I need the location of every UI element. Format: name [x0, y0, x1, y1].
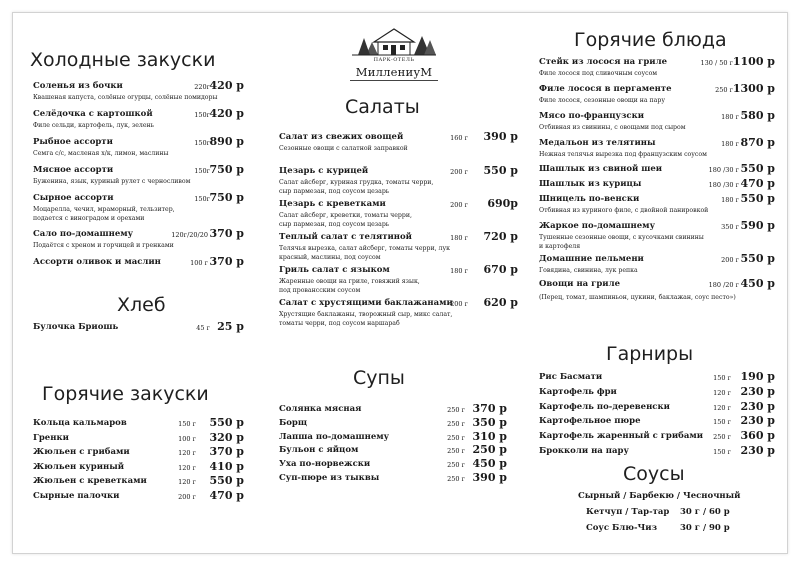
- item-price: 550 р: [740, 252, 775, 265]
- sauces-list: [576, 491, 766, 539]
- menu-item: [539, 253, 775, 278]
- bread-title: Хлеб: [117, 294, 166, 316]
- menu-item: [539, 83, 775, 110]
- item-name: Борщ: [279, 417, 308, 428]
- item-price: 370 р: [209, 227, 244, 240]
- item-weight: 180 /30 г: [708, 166, 739, 174]
- logo-name: МиллениуМ: [355, 65, 433, 79]
- item-price: 370 р: [472, 402, 507, 415]
- item-price: 550 р: [740, 162, 775, 175]
- bread-list: [33, 321, 244, 335]
- item-price: 350 р: [472, 415, 507, 429]
- item-weight: 150г: [194, 167, 210, 175]
- item-name: Суп-пюре из тыквы: [279, 472, 380, 483]
- menu-item: [33, 192, 244, 228]
- item-name: Медальон из телятины: [539, 138, 656, 148]
- menu-item: [279, 431, 507, 445]
- item-price: 590 р: [740, 219, 775, 232]
- item-name: Шашлык из курицы: [539, 179, 642, 189]
- item-name: Овощи на гриле: [539, 279, 620, 289]
- logo-underline: [350, 80, 438, 81]
- item-price: 750 р: [209, 191, 244, 204]
- item-description: Салат айсберг, креветки, томаты черри,: [279, 212, 412, 219]
- item-weight: 180 /30 г: [708, 181, 739, 189]
- menu-item: [33, 136, 244, 164]
- item-name: Теплый салат с телятиной: [279, 232, 412, 242]
- item-description: Подаётся с хреном и горчицей и гренками: [33, 242, 174, 249]
- item-price: 450 р: [740, 277, 775, 290]
- item-name: Домашние пельмени: [539, 254, 644, 264]
- menu-item: [279, 458, 507, 472]
- item-price: 370 р: [209, 255, 244, 268]
- item-price: 890 р: [209, 135, 244, 148]
- item-name: Уха по-норвежски: [279, 459, 371, 470]
- item-weight: 150 г: [178, 420, 196, 428]
- menu-item: [539, 401, 775, 416]
- item-name: Кольца кальмаров: [33, 418, 127, 428]
- item-price: 250 р: [472, 443, 507, 457]
- item-weight: 150г: [194, 139, 210, 147]
- item-price: 360 р: [740, 429, 775, 443]
- menu-item: [279, 131, 518, 165]
- item-weight: 250 г: [713, 433, 731, 442]
- item-weight: 200 г: [450, 168, 468, 176]
- item-description: Буженина, язык, куриный рулет с черносливом: [33, 178, 191, 185]
- hot-dishes-title: Горячие блюда: [574, 29, 727, 51]
- menu-item: [539, 386, 775, 401]
- item-weight: 200 г: [450, 300, 468, 308]
- item-description: Филе сельди, картофель, лук, зелень: [33, 122, 155, 129]
- item-price: 550 р: [483, 164, 518, 177]
- item-price: 450 р: [472, 457, 507, 471]
- menu-item: [279, 165, 518, 198]
- item-name: Гренки: [33, 432, 69, 443]
- menu-item: [33, 490, 244, 505]
- item-price: 1100 р: [732, 55, 775, 68]
- item-price: 690р: [487, 197, 518, 210]
- menu-item: [539, 415, 775, 430]
- item-price: 1300 р: [732, 82, 775, 95]
- item-name: Ассорти оливок и маслин: [33, 257, 161, 267]
- item-price: 190 р: [740, 370, 775, 383]
- item-price: 230 р: [740, 414, 775, 428]
- item-name: Мясо по-французски: [539, 111, 645, 121]
- item-weight: 120 г: [178, 463, 196, 472]
- menu-item: [539, 110, 775, 137]
- item-price: 370 р: [209, 445, 244, 458]
- item-name: Гриль салат с языком: [279, 265, 390, 275]
- item-price: 870 р: [740, 136, 775, 149]
- item-price: 310 р: [472, 429, 507, 443]
- item-weight: 250 г: [715, 86, 733, 94]
- menu-item: [539, 193, 775, 220]
- item-weight: 250 г: [447, 433, 465, 442]
- menu-item: [33, 228, 244, 256]
- item-price: 390 р: [472, 470, 507, 484]
- menu-item: [539, 178, 775, 193]
- item-weight: 100 г: [178, 434, 196, 443]
- item-name: Сырные палочки: [33, 490, 120, 501]
- item-weight: 350 г: [721, 223, 739, 231]
- menu-item: [539, 278, 775, 305]
- item-name: Булочка Бриошь: [33, 322, 119, 332]
- menu-item: [33, 417, 244, 432]
- menu-item: [279, 231, 518, 264]
- sauce-item: [576, 523, 766, 539]
- soups-title: Супы: [353, 367, 405, 389]
- item-weight: 250 г: [447, 419, 465, 428]
- menu-item: [279, 444, 507, 458]
- item-name: Картофель по-деревенски: [539, 401, 670, 412]
- salads-title: Салаты: [345, 96, 420, 118]
- item-description: красный, маслины, под соусом: [279, 253, 381, 261]
- menu-item: [279, 264, 518, 297]
- item-price: 550 р: [740, 192, 775, 205]
- menu-item: [33, 446, 244, 461]
- item-name: Шницель по-венски: [539, 194, 640, 204]
- item-name: Брокколи на пару: [539, 445, 629, 456]
- sauce-text: Кетчуп / Тар-тар: [586, 507, 670, 517]
- menu-item: [33, 475, 244, 490]
- item-name: Филе лосося в пергаменте: [539, 84, 672, 94]
- item-weight: 120 г: [713, 388, 731, 397]
- menu-item: [279, 472, 507, 486]
- menu-item: [33, 108, 244, 136]
- item-price: 580 р: [740, 109, 775, 122]
- item-name: Салат с хрустящими баклажанами: [279, 298, 453, 308]
- garnishes-list: [539, 371, 775, 460]
- item-price: 420 р: [209, 107, 244, 120]
- cold-starters-title: Холодные закуски: [30, 49, 216, 71]
- menu-item: [539, 163, 775, 178]
- item-description: Отбивная из свинины, с овощами под сыром: [539, 124, 686, 131]
- item-price: 670 р: [483, 263, 518, 276]
- item-name: Рис Басмати: [539, 372, 603, 382]
- item-weight: 100 г: [190, 259, 208, 267]
- item-weight: 150 г: [713, 418, 731, 427]
- item-description: Филе лосося, сезонные овощи на пару: [539, 97, 665, 104]
- item-name: Бульон с яйцом: [279, 445, 359, 456]
- item-description: Хрустящие баклажаны, творожный сыр, микс салат,: [279, 311, 453, 318]
- menu-item: [279, 403, 507, 417]
- soups-list: [279, 403, 507, 486]
- item-name: Картофель жаренный с грибами: [539, 431, 704, 442]
- item-price: 390 р: [483, 130, 518, 143]
- item-price: 550 р: [209, 474, 244, 487]
- lodge-icon: [344, 22, 444, 58]
- item-weight: 200 г: [721, 256, 739, 264]
- item-description: Моцарелла, чечил, мраморный, тельзитер,: [33, 206, 175, 213]
- item-weight: 150 г: [713, 447, 731, 456]
- item-price: 25 р: [217, 320, 244, 333]
- menu-item: [539, 371, 775, 386]
- menu-item: [539, 445, 775, 460]
- item-name: Шашлык из свиной шеи: [539, 164, 663, 174]
- item-weight: 180 г: [721, 196, 739, 204]
- item-price: 720 р: [483, 230, 518, 243]
- item-price: 550 р: [209, 416, 244, 429]
- menu-item: [33, 432, 244, 447]
- menu-item: [279, 297, 518, 330]
- item-name: Сырное ассорти: [33, 193, 114, 203]
- item-price: 620 р: [483, 296, 518, 309]
- item-description: Филе лосося под сливочным соусом: [539, 70, 658, 77]
- item-weight: 180 г: [450, 234, 468, 242]
- item-weight: 180 /20 г: [708, 281, 739, 289]
- item-name: Рыбное ассорти: [33, 137, 113, 147]
- item-name: Салат из свежих овощей: [279, 132, 404, 142]
- item-weight: 250 г: [447, 461, 465, 470]
- item-weight: 200 г: [450, 201, 468, 209]
- hot-starters-title: Горячие закуски: [42, 383, 209, 405]
- sauce-text: Соус Блю-Чиз: [586, 523, 658, 533]
- item-name: Жюльен с грибами: [33, 447, 130, 457]
- item-description: Семга с/с, масленая х/к, лимон, маслины: [33, 150, 169, 157]
- item-description: (Перец, томат, шампиньон, цукини, баклажан, соус песто»): [539, 294, 736, 301]
- item-weight: 250 г: [447, 406, 465, 414]
- hotel-logo: [344, 22, 444, 90]
- item-weight: 250 г: [447, 474, 465, 483]
- item-description: Салат айсберг, куриная грудка, томаты черри,: [279, 179, 434, 186]
- menu-item: [539, 137, 775, 163]
- item-weight: 180 г: [721, 140, 739, 148]
- menu-item: [33, 461, 244, 476]
- sauces-title: Соусы: [623, 463, 685, 485]
- garnishes-title: Гарниры: [606, 343, 694, 365]
- item-description: под провансским соусом: [279, 286, 361, 294]
- item-name: Жаркое по-домашнему: [539, 221, 656, 231]
- item-name: Мясное ассорти: [33, 165, 114, 175]
- item-description: Жаренные овощи на гриле, говяжий язык,: [279, 278, 420, 285]
- sauce-item: [576, 507, 766, 523]
- item-name: Соленья из бочки: [33, 81, 123, 91]
- item-weight: 120 г: [178, 478, 196, 486]
- menu-item: [539, 430, 775, 445]
- item-name: Лапша по-домашнему: [279, 431, 390, 442]
- menu-item: [33, 80, 244, 108]
- cold-starters-list: [33, 80, 244, 270]
- menu-item: [279, 417, 507, 431]
- item-weight: 45 г: [196, 324, 210, 332]
- item-weight: 150 г: [713, 374, 731, 382]
- item-weight: 120 г: [713, 403, 731, 412]
- item-name: Селёдочка с картошкой: [33, 109, 153, 119]
- item-description: Тушенные сезонные овощи, с кусочками свинины: [539, 234, 704, 241]
- item-name: Жюльен с креветками: [33, 476, 147, 486]
- item-name: Сало по-домашнему: [33, 229, 134, 239]
- item-description: сыр пармезан, под соусом цезарь: [279, 220, 390, 228]
- item-price: 230 р: [740, 399, 775, 413]
- item-weight: 200 г: [178, 492, 196, 501]
- item-price: 750 р: [209, 163, 244, 176]
- item-weight: 120 г: [178, 449, 196, 457]
- item-weight: 120г/20/20: [171, 231, 208, 239]
- item-description: томаты черри, под соусом наршараб: [279, 319, 400, 327]
- sauce-text: 30 г / 90 р: [680, 523, 730, 533]
- menu-item: [279, 198, 518, 231]
- item-price: 420 р: [209, 79, 244, 92]
- menu-item: [539, 56, 775, 83]
- sauces-line: Сырный / Барбекю / Чесночный: [578, 491, 741, 501]
- item-weight: 220г: [194, 83, 210, 91]
- item-weight: 180 г: [721, 113, 739, 121]
- item-name: Жюльен куриный: [33, 461, 125, 472]
- item-description: Отбивная из куриного филе, с двойной панировкой: [539, 207, 709, 214]
- hot-dishes-list: [539, 56, 775, 305]
- item-description: и картофеля: [539, 242, 581, 250]
- item-weight: 150г: [194, 111, 210, 119]
- salads-list: [279, 131, 518, 330]
- item-price: 470 р: [740, 177, 775, 190]
- item-weight: 150г: [194, 195, 210, 203]
- item-description: Нежная телячья вырезка под французским соусом: [539, 151, 707, 158]
- sauce-text: 30 г / 60 р: [680, 507, 730, 517]
- menu-item: [33, 164, 244, 192]
- item-name: Солянка мясная: [279, 404, 362, 414]
- item-name: Цезарь с курицей: [279, 166, 369, 176]
- item-price: 320 р: [209, 430, 244, 444]
- logo-subtitle: ПАРК-ОТЕЛЬ: [373, 57, 415, 63]
- item-weight: 130 / 50 г: [700, 59, 733, 67]
- menu-item: [33, 321, 244, 335]
- menu-item: [33, 256, 244, 270]
- item-description: Говядина, свинина, лук репка: [539, 267, 638, 274]
- item-price: 470 р: [209, 488, 244, 502]
- item-weight: 160 г: [450, 134, 468, 142]
- item-description: Телячья вырезка, салат айсберг, томаты черри, лук: [279, 245, 450, 252]
- item-weight: 180 г: [450, 267, 468, 275]
- item-description: подается с виноградом и орехами: [33, 214, 145, 222]
- item-description: Квашеная капуста, солёные огурцы, солёные помидоры: [33, 94, 218, 101]
- hot-starters-list: [33, 417, 244, 504]
- item-name: Картофель фри: [539, 386, 617, 397]
- item-name: Цезарь с креветками: [279, 199, 386, 209]
- item-description: Сезонные овощи с салатной заправкой: [279, 145, 408, 152]
- item-price: 410 р: [209, 459, 244, 473]
- item-price: 230 р: [740, 384, 775, 398]
- item-price: 230 р: [740, 443, 775, 457]
- item-weight: 250 г: [447, 447, 465, 456]
- item-name: Стейк из лосося на гриле: [539, 57, 667, 67]
- menu-item: [539, 220, 775, 253]
- item-name: Картофельное пюре: [539, 416, 641, 427]
- item-description: сыр пармезан, под соусом цезарь: [279, 187, 390, 195]
